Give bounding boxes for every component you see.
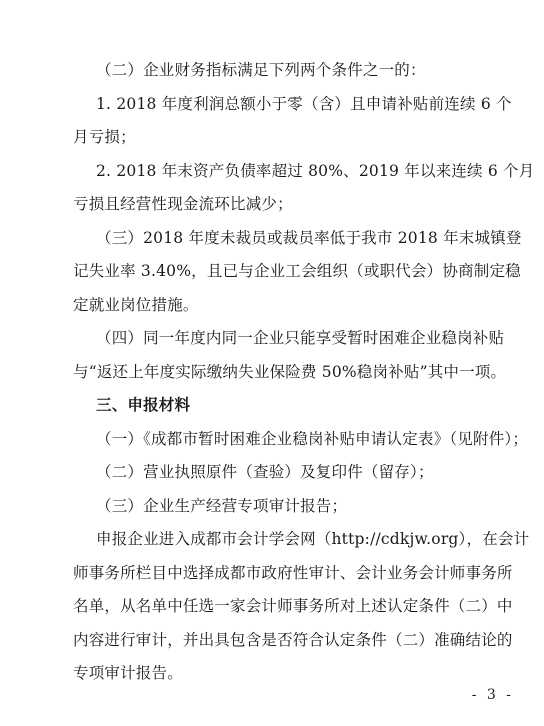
paragraph-line-item-3: （三）2018 年度未裁员或裁员率低于我市 2018 年末城镇登 <box>96 229 522 247</box>
section-heading-application-materials: 三、申报材料 <box>96 396 191 414</box>
page-number: - 3 - <box>471 687 514 703</box>
paragraph-line-financial-conditions: （二）企业财务指标满足下列两个条件之一的： <box>96 61 426 79</box>
paragraph-line-audit-cont-3: 内容进行审计，并出具包含是否符合认定条件（二）准确结论的 <box>73 631 513 649</box>
material-item-2: （二）营业执照原件（查验）及复印件（留存）； <box>96 463 434 481</box>
paragraph-line-item-3-cont: 记失业率 3.40%，且已与企业工会组织（或职代会）协商制定稳 <box>73 262 521 280</box>
paragraph-line-item-4-cont: 与“返还上年度实际缴纳失业保险费 50%稳岗补贴”其中一项。 <box>73 363 507 381</box>
paragraph-line-condition-1-cont: 月亏损； <box>73 128 136 146</box>
paragraph-line-condition-1: 1. 2018 年度利润总额小于零（含）且申请补贴前连续 6 个 <box>96 95 512 113</box>
paragraph-line-condition-2: 2. 2018 年末资产负债率超过 80%、2019 年以来连续 6 个月 <box>96 162 535 180</box>
material-item-3: （三）企业生产经营专项审计报告； <box>96 497 348 515</box>
paragraph-line-audit: 申报企业进入成都市会计学会网（http://cdkjw.org），在会计 <box>96 530 530 548</box>
paragraph-line-condition-2-cont: 亏损且经营性现金流环比减少； <box>73 195 293 213</box>
paragraph-line-item-4: （四）同一年度内同一企业只能享受暂时困难企业稳岗补贴 <box>96 329 505 347</box>
paragraph-line-audit-cont-1: 师事务所栏目中选择成都市政府性审计、会计业务会计师事务所 <box>73 564 513 582</box>
material-item-1: （一）《成都市暂时困难企业稳岗补贴申请认定表》（见附件）； <box>96 430 529 448</box>
paragraph-line-item-3-end: 定就业岗位措施。 <box>73 296 199 314</box>
paragraph-line-audit-cont-2: 名单，从名单中任选一家会计师事务所对上述认定条件（二）中 <box>73 597 513 615</box>
paragraph-line-audit-end: 专项审计报告。 <box>73 664 183 682</box>
